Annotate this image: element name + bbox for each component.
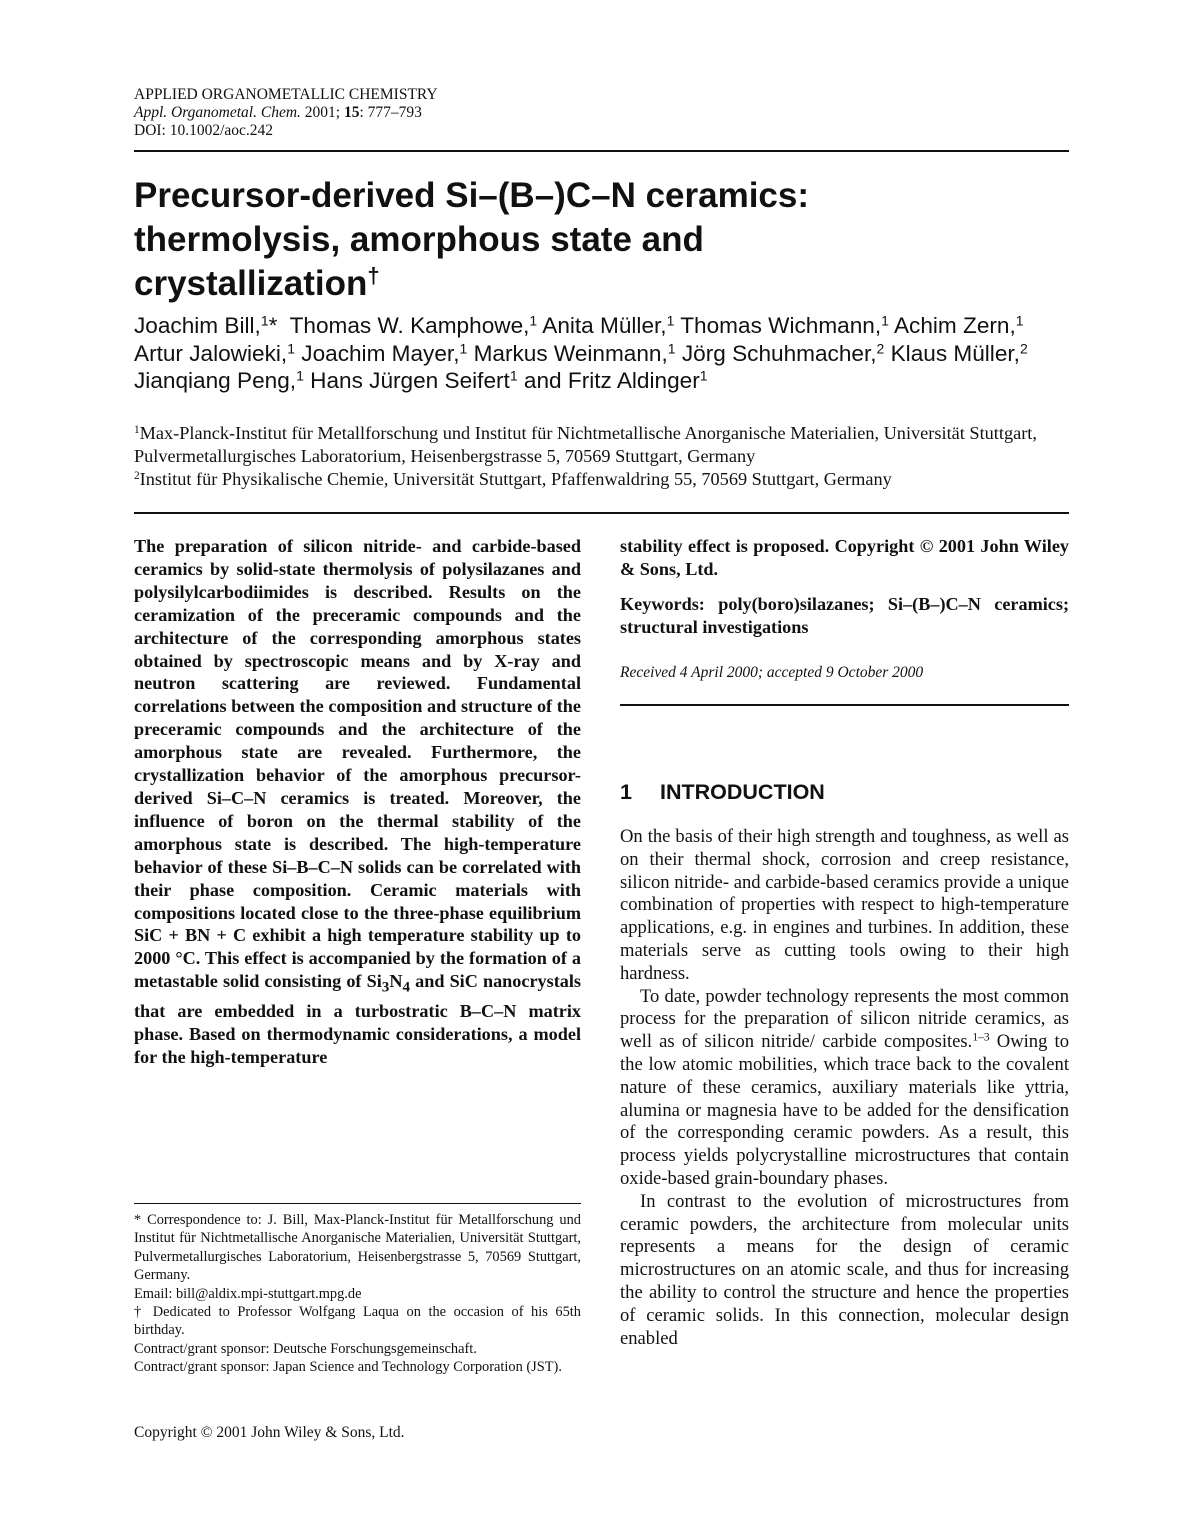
journal-header [134,86,438,140]
abstract-continuation: stability effect is proposed. Copyright © 2001 John Wiley & Sons, Ltd. [620,536,1069,579]
footnote-rule [134,1203,581,1204]
footnote-sponsor: Contract/grant sponsor: Japan Science and Technology Corporation (JST). [134,1359,562,1376]
doi: DOI: 10.1002/aoc.242 [134,122,274,139]
abstract: The preparation of silicon nitride- and carbide-based ceramics by solid-state thermolysis of polysilazanes and polysilylcarbodiimides is described. Results on the ceramization of the preceramic compounds and the architecture of the corresponding amorphous states obtained by spectroscopic means and by X-ray and neutron scattering are reviewed. Fundamental correlations between the composition and structure of the preceramic compounds and the architecture of the amorphous state are revealed. Furthermore, the crystallization behavior of the amorphous precursor-derived Si–C–N ceramics is treated. Moreover, the influence of boron on the thermal stability of the amorphous state is described. The high-temperature behavior of these Si–B–C–N solids can be correlated with their phase composition. Ceramic materials with compositions located close to the three-phase equilibrium SiC + BN + C exhibit a high temperature stability up to 2000 °C. This effect is accompanied by the formation of a metastable solid consisting of $Si_3N_4$ and SiC nanocrystals that are embedded in a turbostratic B–C–N matrix phase. Based on thermodynamic considerations, a model for the high-temperature [134,536,581,1067]
author: Achim Zern,$^1$ [893,312,1024,338]
footnote-email: Email: bill@aldix.mpi-stuttgart.mpg.de [134,1285,362,1302]
author: Artur Jalowieki,$^1$ [134,339,295,366]
author: Anita Müller,$^1$ [542,312,675,338]
introduction-text [620,826,1069,1350]
paragraph: To date, powder technology represents the most common process for the preparation of silicon nitride ceramics, as well as of silicon nitride/ carbide composites.$^{1-3}$ Owing to the low atomic mobilities, which trace back to the covalent nature of these ceramics, auxiliary materials like yttria, alumina or magnesia have to be added for the densification of the corresponding ceramic powders. As a result, this process yields polycrystalline microstructures that contain oxide-based grain-boundary phases. [620,985,1070,1189]
paragraph: On the basis of their high strength and toughness, as well as on their thermal shock, corrosion and creep resistance, silicon nitride- and carbide-based ceramics provide a unique combination of properties with respect to high-temperature applications, e.g. in engines and turbines. In addition, these materials serve as cutting tools owing to their high hardness. [620,826,1069,984]
author: Thomas W. Kamphowe,$^1$ [289,312,538,338]
section-heading [620,778,1069,806]
title-dagger: † [367,263,380,288]
journal-name: APPLIED ORGANOMETALLIC CHEMISTRY [134,86,438,103]
title-line-2: thermolysis, amorphous state and [134,220,704,259]
footnote-correspondence: * Correspondence to: J. Bill, Max-Planck-Institut für Metallforschung und Institut für Nichtmetallische Anorganische Materialien, Universität Stuttgart, Pulvermetallurgisches Laboratorium, Heisenbergstrasse 5, 70569 Stuttgart, Germany. [134,1212,581,1284]
affiliation-2: $^2$Institut für Physikalische Chemie, Universität Stuttgart, Pfaffenwaldring 55, 70569 Stuttgart, Germany [134,469,892,489]
author: Markus Weinmann,$^1$ [473,339,676,366]
author: Joachim Mayer,$^1$ [301,339,468,366]
citation-ref: 1–3 [972,1031,990,1044]
footnote-sponsor: Contract/grant sponsor: Deutsche Forschungsgemeinschaft. [134,1340,477,1357]
author: Thomas Wichmann,$^1$ [680,312,889,338]
paragraph: In contrast to the evolution of microstructures from ceramic powders, the architecture from molecular units represents a means for the design of ceramic microstructures on an atomic scale, and thus for increasing the ability to control the structure and hence the properties of ceramic solids. In this connection, molecular design enabled [620,1190,1069,1349]
title-line-1: Precursor-derived Si–(B–)C–N ceramics: [134,176,810,215]
citation-journal: Appl. Organometal. Chem. [134,104,301,121]
author: Jianqiang Peng,$^1$ [134,367,304,393]
abstract-top-rule [134,512,1069,514]
author: Klaus Müller,$^2$ [890,339,1028,366]
citation-year: 2001; [304,104,341,121]
author: Fritz Aldinger$^1$ [567,367,708,393]
section-number: 1 [620,780,632,804]
citation-pages: : 777–793 [359,104,422,121]
footnote-dedication: † Dedicated to Professor Wolfgang Laqua on the occasion of his 65th birthday. [134,1304,581,1339]
article-title [134,174,1064,306]
author: Hans Jürgen Seifert$^1$ and [310,367,568,393]
title-line-3: crystallization [134,264,368,303]
header-rule [134,150,1069,152]
section-title: INTRODUCTION [660,780,825,804]
copyright-footer: Copyright © 2001 John Wiley & Sons, Ltd. [134,1424,405,1441]
author: Jörg Schuhmacher,$^2$ [681,339,885,366]
received-dates: Received 4 April 2000; accepted 9 October 2000 [620,664,924,681]
affiliations [134,422,1074,491]
citation-volume: 15 [343,104,360,121]
affiliation-1: $^1$Max-Planck-Institut für Metallforschung und Institut für Nichtmetallische Anorganische Materialien, Universität Stuttgart, Pulvermetallurgisches Laboratorium, Heisenbergstrasse 5, 70569 Stuttgart, Germany [134,423,1037,466]
footnotes [134,1211,581,1377]
author: Joachim Bill,$^1$* [134,312,284,338]
author-list [134,312,1069,395]
keywords: Keywords: poly(boro)silazanes; Si–(B–)C–N ceramics; structural investigations [620,594,1069,637]
journal-citation [134,104,438,122]
abstract-bottom-rule [620,704,1069,706]
